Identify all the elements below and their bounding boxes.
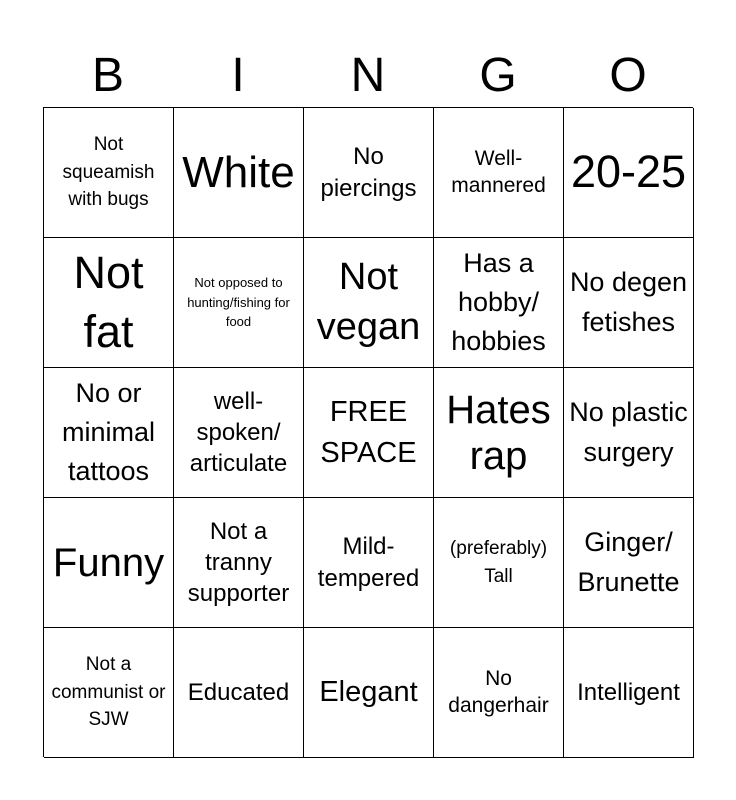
bingo-grid — [43, 107, 693, 757]
bingo-cell[interactable]: No degen fetishes — [564, 238, 694, 368]
bingo-cell[interactable]: Well-mannered — [434, 108, 564, 238]
bingo-cell[interactable]: Not a communist or SJW — [44, 628, 174, 758]
bingo-cell[interactable]: Not a tranny supporter — [174, 498, 304, 628]
header-letter-g: G — [479, 49, 517, 102]
free-space-cell[interactable]: FREE SPACE — [304, 368, 434, 498]
header-letter-i: I — [231, 49, 245, 102]
bingo-cell[interactable]: No piercings — [304, 108, 434, 238]
bingo-cell[interactable]: Intelligent — [564, 628, 694, 758]
bingo-cell[interactable]: Educated — [174, 628, 304, 758]
bingo-cell[interactable]: White — [174, 108, 304, 238]
header-letter-o: O — [609, 49, 647, 102]
bingo-cell[interactable]: Hates rap — [434, 368, 564, 498]
bingo-cell[interactable]: Not vegan — [304, 238, 434, 368]
bingo-header — [43, 48, 693, 104]
bingo-cell[interactable]: Funny — [44, 498, 174, 628]
header-letter-n: N — [350, 49, 386, 102]
bingo-cell[interactable]: No or minimal tattoos — [44, 368, 174, 498]
bingo-cell[interactable]: Elegant — [304, 628, 434, 758]
bingo-cell[interactable]: (preferably) Tall — [434, 498, 564, 628]
bingo-cell[interactable]: Ginger/ Brunette — [564, 498, 694, 628]
bingo-cell[interactable]: Not fat — [44, 238, 174, 368]
bingo-cell[interactable]: Not squeamish with bugs — [44, 108, 174, 238]
bingo-cell[interactable]: Mild-tempered — [304, 498, 434, 628]
bingo-cell[interactable]: well-spoken/ articulate — [174, 368, 304, 498]
bingo-cell[interactable]: Not opposed to hunting/fishing for food — [174, 238, 304, 368]
bingo-cell[interactable]: No dangerhair — [434, 628, 564, 758]
header-letter-b: B — [91, 49, 124, 102]
bingo-cell[interactable]: Has a hobby/ hobbies — [434, 238, 564, 368]
bingo-cell[interactable]: 20-25 — [564, 108, 694, 238]
bingo-cell[interactable]: No plastic surgery — [564, 368, 694, 498]
